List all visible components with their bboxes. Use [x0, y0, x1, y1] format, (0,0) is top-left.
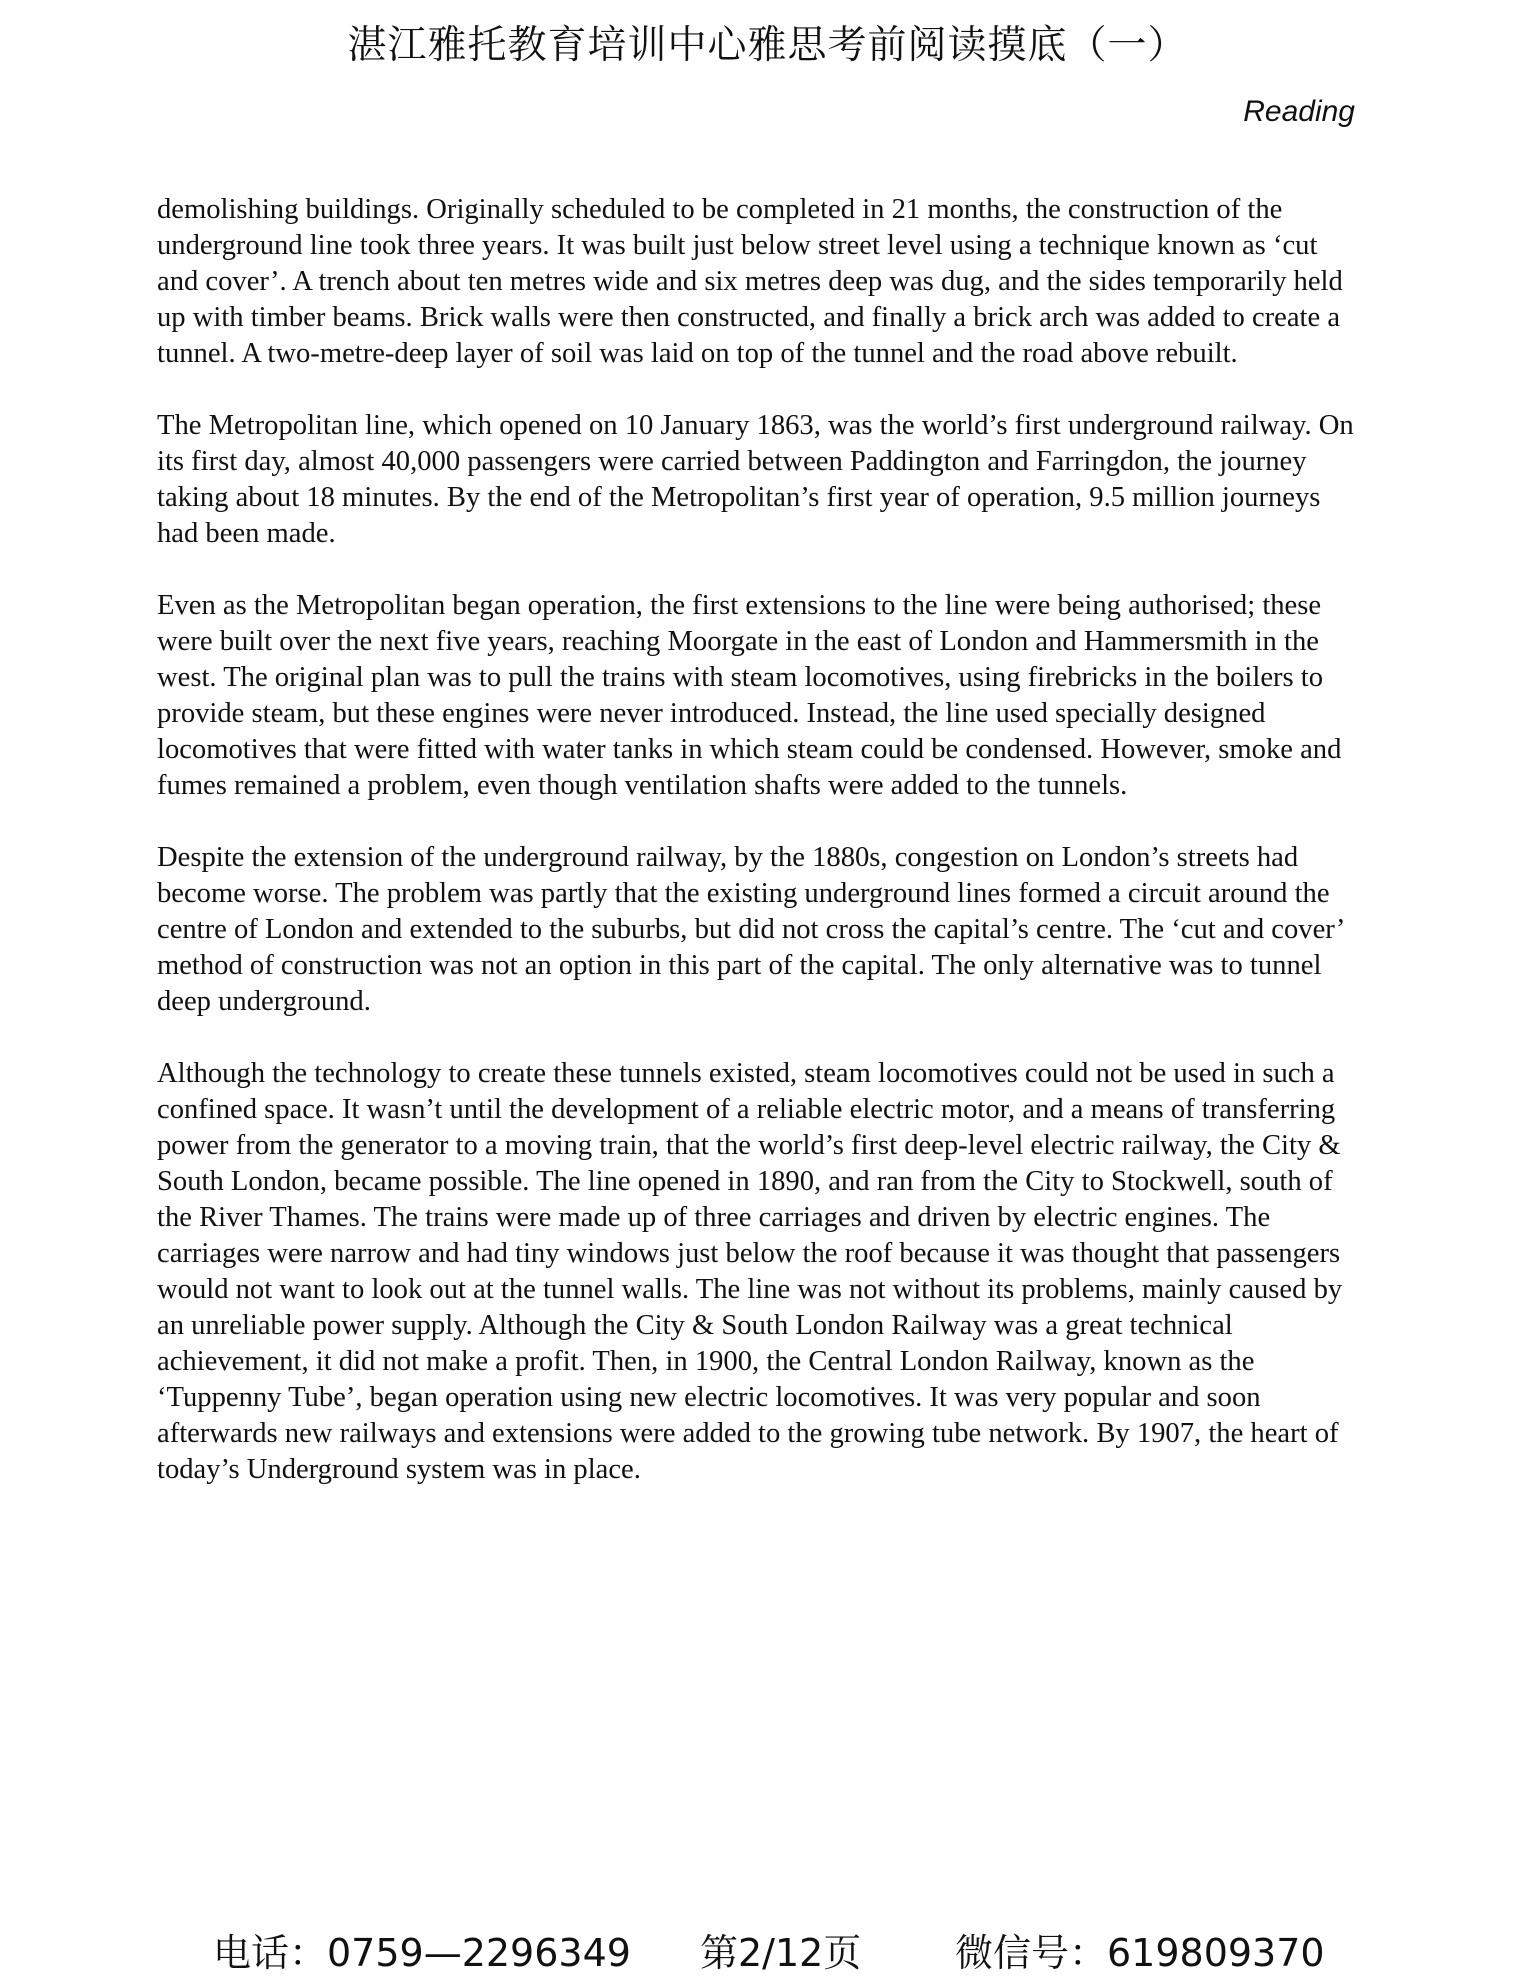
paragraph: Even as the Metropolitan began operation, the first extensions to the line were being authorised; these were built over the next five years, reaching Moorgate in the east of London and Hammersmith in the west. The original plan was to pull the trains with steam locomotives, using firebricks in the boilers to provide steam, but these engines were never introduced. Instead, the line used specially designed locomotives that were fitted with water tanks in which steam could be condensed. However, smoke and fumes remained a problem, even though ventilation shafts were added to the tunnels. [157, 590, 1342, 801]
footer-wechat: 微信号：619809370 [955, 1931, 1325, 1975]
paragraph: The Metropolitan line, which opened on 10 January 1863, was the world’s first underground railway. On its first day, almost 40,000 passengers were carried between Paddington and Farringdon, the journey taking about 18 minutes. By the end of the Metropolitan’s first year of operation, 9.5 million journeys had been made. [157, 410, 1354, 549]
paragraph: Despite the extension of the underground railway, by the 1880s, congestion on London’s streets had become worse. The problem was partly that the existing underground lines formed a circuit around the centre of London and extended to the suburbs, but did not cross the capital’s centre. The ‘cut and cover’ method of construction was not an option in this part of the capital. The only alternative was to tunnel deep underground. [157, 842, 1344, 1017]
reading-passage [157, 192, 1357, 1524]
paragraph: demolishing buildings. Originally scheduled to be completed in 21 months, the construction of the underground line took three years. It was built just below street level using a technique known as ‘cut and cover’. A trench about ten metres wide and six metres deep was dug, and the sides temporarily held up with timber beams. Brick walls were then constructed, and finally a brick arch was added to create a tunnel. A two-metre-deep layer of soil was laid on top of the tunnel and the road above rebuilt. [157, 194, 1343, 369]
section-label: Reading [1243, 95, 1355, 128]
footer-page-number: 第2/12页 [700, 1931, 862, 1975]
footer-phone: 电话：0759—2296349 [213, 1931, 631, 1975]
page-title: 湛江雅托教育培训中心雅思考前阅读摸底（一） [347, 23, 1188, 68]
page-footer [0, 1922, 1535, 1975]
paragraph: Although the technology to create these tunnels existed, steam locomotives could not be used in such a confined space. It wasn’t until the development of a reliable electric motor, and a means of transferring power from the generator to a moving train, that the world’s first deep-level electric railway, the City & South London, became possible. The line opened in 1890, and ran from the City to Stockwell, south of the River Thames. The trains were made up of three carriages and driven by electric engines. The carriages were narrow and had tiny windows just below the roof because it was thought that passengers would not want to look out at the tunnel walls. The line was not without its problems, mainly caused by an unreliable power supply. Although the City & South London Railway was a great technical achievement, it did not make a profit. Then, in 1900, the Central London Railway, known as the ‘Tuppenny Tube’, began operation using new electric locomotives. It was very popular and soon afterwards new railways and extensions were added to the growing tube network. By 1907, the heart of today’s Underground system was in place. [157, 1058, 1343, 1485]
